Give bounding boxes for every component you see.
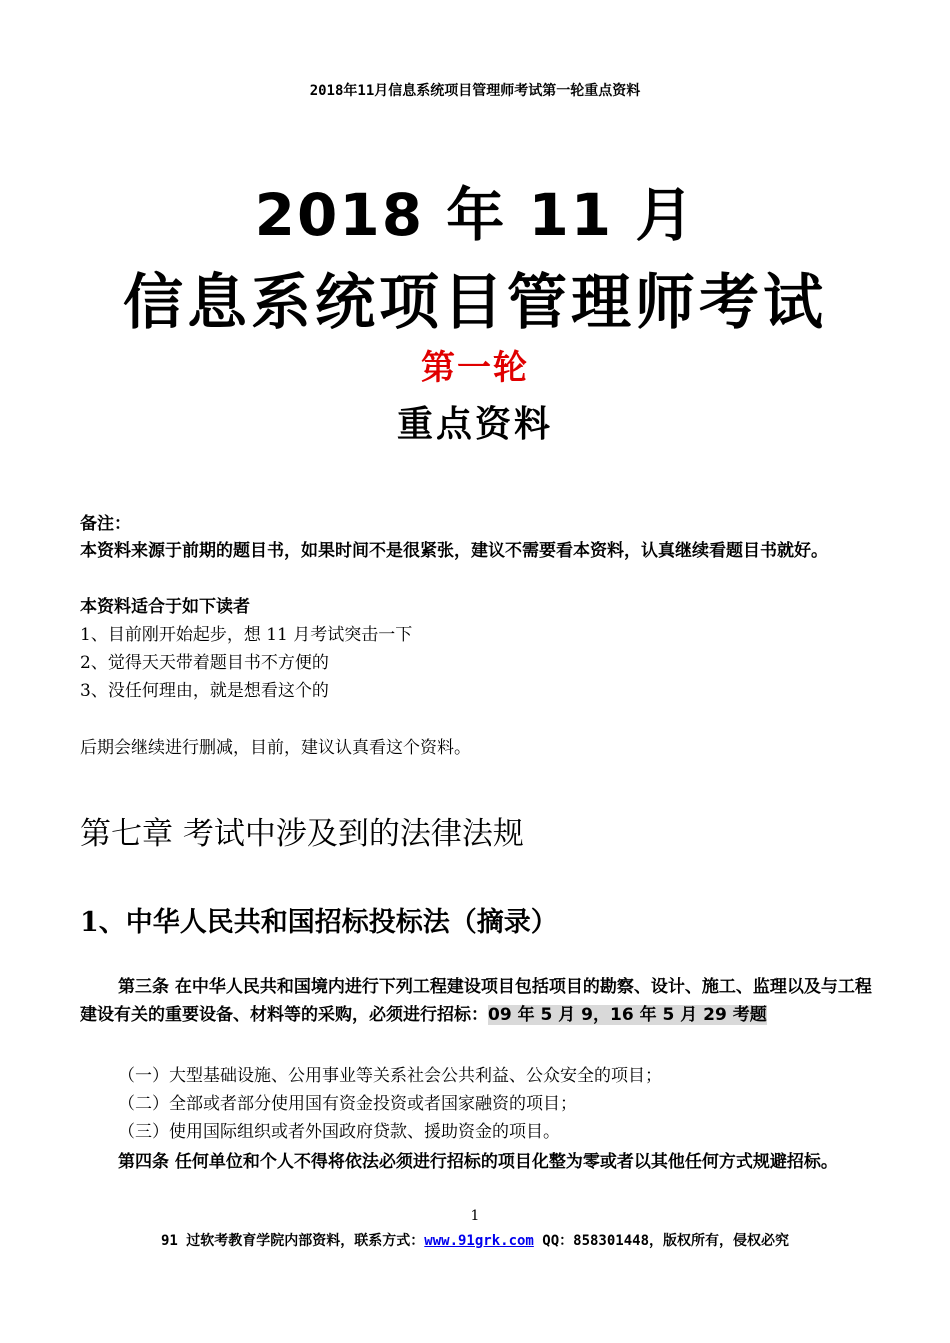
page-number: 1 bbox=[470, 1208, 480, 1224]
cover-title-round: 第一轮 bbox=[421, 348, 529, 388]
reader-list bbox=[80, 621, 875, 705]
footer bbox=[0, 1230, 950, 1250]
section-heading: 1、中华人民共和国招标投标法（摘录） bbox=[80, 907, 558, 938]
footer-prefix: 91 过软考教育学院内部资料，联系方式： bbox=[160, 1233, 425, 1249]
list-item: （二）全部或者部分使用国有资金投资或者国家融资的项目； bbox=[118, 1094, 577, 1114]
cover-title-exam: 信息系统项目管理师考试 bbox=[123, 268, 827, 338]
list-item: （一）大型基础设施、公用事业等关系社会公共利益、公众安全的项目； bbox=[118, 1066, 662, 1086]
list-item: （三）使用国际组织或者外国政府贷款、援助资金的项目。 bbox=[118, 1122, 560, 1142]
article-4: 第四条 任何单位和个人不得将依法必须进行招标的项目化整为零或者以其他任何方式规避招标。 bbox=[118, 1152, 838, 1172]
exam-tag-highlight: 09 年 5 月 9，16 年 5 月 29 考题 bbox=[488, 1005, 767, 1025]
article-3 bbox=[80, 973, 875, 1029]
footer-suffix: QQ：858301448，版权所有，侵权必究 bbox=[533, 1233, 790, 1249]
list-item: 2、觉得天天带着题目书不方便的 bbox=[80, 653, 329, 673]
cover-title-date: 2018 年 11 月 bbox=[254, 181, 696, 249]
chapter-heading: 第七章 考试中涉及到的法律法规 bbox=[80, 816, 524, 852]
list-item: 3、没任何理由，就是想看这个的 bbox=[80, 681, 329, 701]
article-3-text: 第三条 在中华人民共和国境内进行下列工程建设项目包括项目的勘察、设计、施工、监理以及与工程建设有关的重要设备、材料等的采购，必须进行招标： bbox=[80, 977, 872, 1025]
notes-audience: 本资料适合于如下读者 bbox=[80, 597, 250, 617]
article-3-items bbox=[118, 1062, 662, 1146]
running-header: 2018年11月信息系统项目管理师考试第一轮重点资料 bbox=[309, 83, 641, 99]
notes-later: 后期会继续进行删减，目前，建议认真看这个资料。 bbox=[80, 738, 471, 758]
footer-website-link[interactable]: www.91grk.com bbox=[424, 1233, 534, 1249]
list-item: 1、目前刚开始起步，想 11 月考试突击一下 bbox=[80, 625, 413, 645]
cover-title-material: 重点资料 bbox=[396, 404, 553, 445]
notes-label: 备注： bbox=[80, 514, 131, 534]
notes-body: 本资料来源于前期的题目书，如果时间不是很紧张，建议不需要看本资料，认真继续看题目书就好。 bbox=[80, 541, 828, 561]
